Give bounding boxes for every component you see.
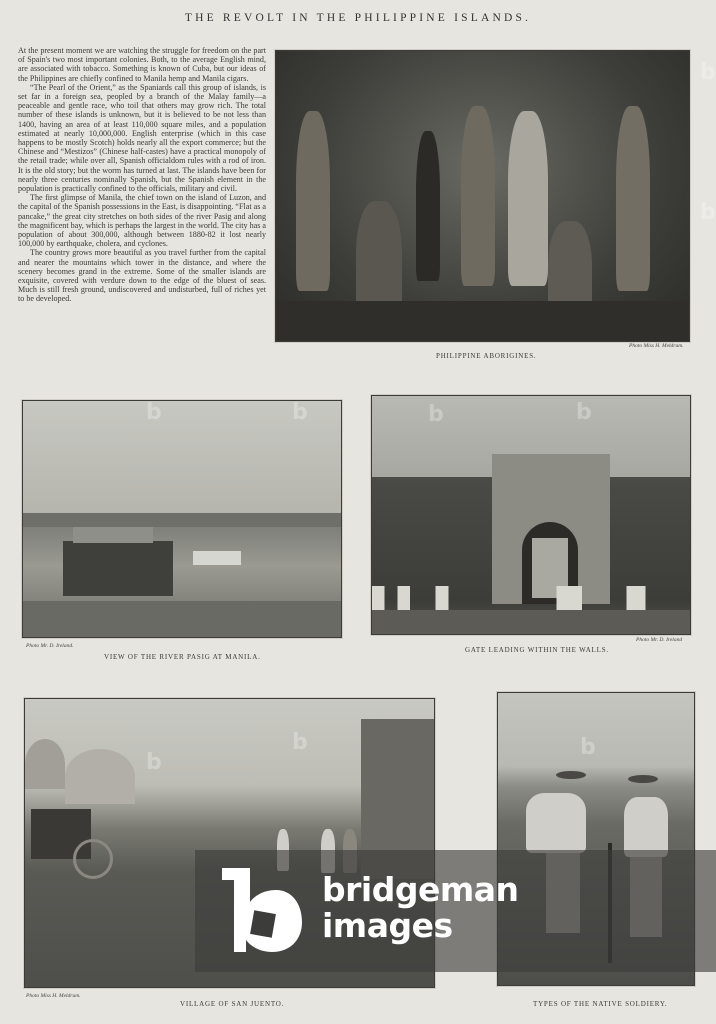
photo-credit: Photo Mr. D. Ireland <box>636 637 683 643</box>
watermark-text <box>322 872 518 944</box>
watermark-glyph: b <box>700 200 716 225</box>
watermark-glyph: b <box>576 400 592 425</box>
watermark-glyph: b <box>292 400 308 425</box>
watermark-glyph: b <box>146 750 162 775</box>
photo-river-pasig <box>22 400 342 638</box>
bridgeman-logo-icon <box>222 868 302 952</box>
article-text <box>18 46 266 304</box>
watermark-glyph: b <box>700 60 716 85</box>
photo-credit: Photo Mr. D. Ireland. <box>26 643 74 649</box>
figure-caption: PHILIPPINE ABORIGINES. <box>436 352 537 360</box>
watermark-glyph: b <box>292 730 308 755</box>
figure-caption: GATE LEADING WITHIN THE WALLS. <box>465 646 609 654</box>
watermark-glyph: b <box>580 735 596 760</box>
watermark-line-1: bridgeman <box>322 870 519 909</box>
figure-caption: VIEW OF THE RIVER PASIG AT MANILA. <box>104 653 261 661</box>
article-paragraph: The first glimpse of Manila, the chief town on the island of Luzon, and the capital of the Spanish possessions in the East, is disappointing. “Flat as a pancake,” the great city stretches on both sides of the river Pasig and along the magnificent bay, which is perhaps the largest in the world. The city has a population of about 300,000, although between 1880-82 it lost nearly 100,000 by earthquake, cholera, and cyclones. <box>18 193 266 249</box>
article-paragraph: “The Pearl of the Orient,” as the Spaniards call this group of islands, is set far in a foreign sea, peopled by a branch of the Malay family—a peaceable and gentle race, who toil that others may grow rich. The total number of these islands is unknown, but it is believed to be not less than 1400, having an area of at least 110,000 square miles, and a population estimated at nearly 10,000,000. English enterprise (which in this case happens to be mostly Scotch) holds nearly all the export commerce; but the Chinese and “Mestizos” (Chinese half-castes) have a practical monopoly of the retail trade; while over all, Spanish officialdom rules with a rod of iron. It is the old story; but the worm has turned at last. The islands have been for nearly three centuries nominally Spanish, but the Spanish element in the population is practically confined to the officials, military and civil. <box>18 82 266 194</box>
watermark-glyph: b <box>428 402 444 427</box>
watermark-glyph: b <box>146 400 162 425</box>
photo-credit: Photo Miss H. Meldrum. <box>26 993 81 999</box>
photo-credit: Photo Miss H. Meldrum. <box>629 343 684 349</box>
page-title: THE REVOLT IN THE PHILIPPINE ISLANDS. <box>184 12 532 24</box>
figure-caption: TYPES OF THE NATIVE SOLDIERY. <box>533 1000 668 1008</box>
article-paragraph: The country grows more beautiful as you travel further from the capital and nearer the mountains which tower in the distance, and where the scenery becomes grand in the extreme. Some of the smaller islands are exquisite, covered with verdure down to the edge of the bluest of seas. Much is still fresh ground, undiscovered and undisturbed, full of riches yet to be developed. <box>18 248 266 304</box>
photo-gate-within-walls <box>371 395 691 635</box>
watermark-line-2: images <box>322 906 453 945</box>
article-paragraph: At the present moment we are watching the struggle for freedom on the part of Spain's two most important colonies. Both, to the average English mind, are associated with tobacco. Something is known of Cuba, but our ideas of the Philippines are chiefly confined to Manila hemp and Manila cigars. <box>18 46 266 83</box>
figure-caption: VILLAGE OF SAN JUENTO. <box>180 1000 285 1008</box>
photo-philippine-aborigines <box>275 50 690 342</box>
